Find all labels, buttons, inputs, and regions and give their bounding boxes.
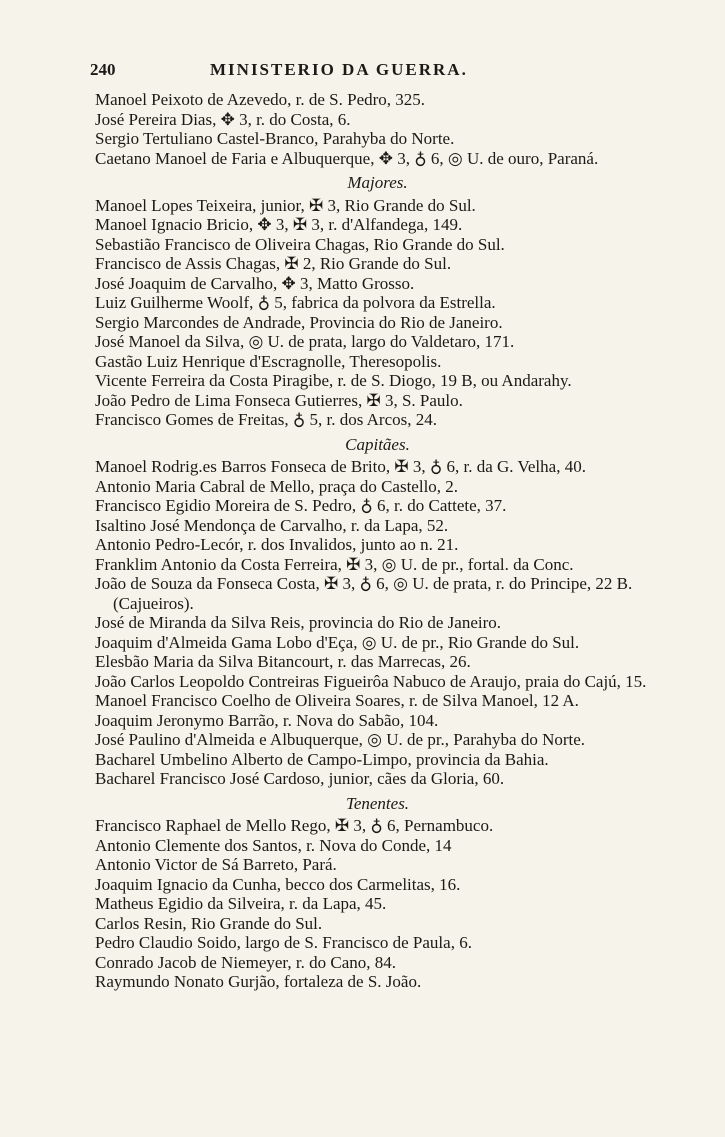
list-entry: Sergio Tertuliano Castel-Branco, Parahyba do Norte. xyxy=(95,129,455,148)
list-entry: Pedro Claudio Soido, largo de S. Francisco de Paula, 6. xyxy=(95,933,472,952)
list-entry: José Pereira Dias, ✥ 3, r. do Costa, 6. xyxy=(95,109,351,129)
list-entry: José Joaquim de Carvalho, ✥ 3, Matto Grosso. xyxy=(95,273,415,293)
section-heading: Capitães. xyxy=(345,434,410,454)
list-entry: Bacharel Umbelino Alberto de Campo-Limpo, provincia da Bahia. xyxy=(95,749,549,769)
list-entry: Antonio Pedro-Lecór, r. dos Invalidos, junto ao n. 21. xyxy=(95,535,459,554)
entries-list xyxy=(95,90,660,992)
list-entry: Carlos Resin, Rio Grande do Sul. xyxy=(95,913,323,933)
list-entry: Gastão Luiz Henrique d'Escragnolle, Theresopolis. xyxy=(95,351,442,371)
list-entry: Manoel Francisco Coelho de Oliveira Soares, r. de Silva Manoel, 12 A. xyxy=(95,691,579,710)
list-entry: Joaquim d'Almeida Gama Lobo d'Eça, ◎ U. de pr., Rio Grande do Sul. xyxy=(95,632,580,652)
list-entry: Raymundo Nonato Gurjão, fortaleza de S. João. xyxy=(95,972,422,991)
list-entry: Francisco Raphael de Mello Rego, ✠ 3, ♁ 6, Pernambuco. xyxy=(95,816,494,835)
page-number: 240 xyxy=(90,60,116,79)
list-entry: Conrado Jacob de Niemeyer, r. do Cano, 84. xyxy=(95,952,396,972)
section-heading: Majores. xyxy=(347,173,408,192)
list-entry: José de Miranda da Silva Reis, provincia do Rio de Janeiro. xyxy=(95,613,502,632)
page-header xyxy=(90,60,526,80)
list-entry: Caetano Manoel de Faria e Albuquerque, ✥ 3, ♁ 6, ◎ U. de ouro, Paraná. xyxy=(95,148,599,168)
list-entry: Manoel Rodrig.es Barros Fonseca de Brito, ✠ 3, ♁ 6, r. da G. Velha, 40. xyxy=(95,457,586,476)
list-entry: Antonio Clemente dos Santos, r. Nova do Conde, 14 xyxy=(95,835,452,855)
list-entry: Manoel Lopes Teixeira, junior, ✠ 3, Rio Grande do Sul. xyxy=(95,195,476,215)
list-entry: José Paulino d'Almeida e Albuquerque, ◎ U. de pr., Parahyba do Norte. xyxy=(95,730,586,749)
list-entry: Sebastião Francisco de Oliveira Chagas, Rio Grande do Sul. xyxy=(95,234,505,254)
list-entry: Joaquim Ignacio da Cunha, becco dos Carmelitas, 16. xyxy=(95,874,461,894)
list-entry: Sergio Marcondes de Andrade, Provincia do Rio de Janeiro. xyxy=(95,312,503,332)
list-entry: Manoel Peixoto de Azevedo, r. de S. Pedro, 325. xyxy=(95,90,426,109)
list-entry: Antonio Victor de Sá Barreto, Pará. xyxy=(95,855,337,874)
list-entry: Luiz Guilherme Woolf, ♁ 5, fabrica da polvora da Estrella. xyxy=(95,293,496,312)
list-entry: Franklim Antonio da Costa Ferreira, ✠ 3, ◎ U. de pr., fortal. da Conc. xyxy=(95,554,574,574)
list-entry: Matheus Egidio da Silveira, r. da Lapa, 45. xyxy=(95,894,387,913)
list-entry: João de Souza da Fonseca Costa, ✠ 3, ♁ 6, ◎ U. de prata, r. do Principe, 22 B. (Cajueiros). xyxy=(95,574,633,613)
list-entry: Bacharel Francisco José Cardoso, junior, cães da Gloria, 60. xyxy=(95,769,505,788)
list-entry: Elesbão Maria da Silva Bitancourt, r. das Marrecas, 26. xyxy=(95,652,471,671)
list-entry: Francisco Egidio Moreira de S. Pedro, ♁ 6, r. do Cattete, 37. xyxy=(95,496,507,515)
list-entry: Isaltino José Mendonça de Carvalho, r. da Lapa, 52. xyxy=(95,515,449,535)
list-entry: Francisco de Assis Chagas, ✠ 2, Rio Grande do Sul. xyxy=(95,254,452,273)
list-entry: João Pedro de Lima Fonseca Gutierres, ✠ 3, S. Paulo. xyxy=(95,390,463,410)
list-entry: José Manoel da Silva, ◎ U. de prata, largo do Valdetaro, 171. xyxy=(95,332,515,351)
list-entry: Manoel Ignacio Bricio, ✥ 3, ✠ 3, r. d'Alfandega, 149. xyxy=(95,215,463,234)
list-entry: Antonio Maria Cabral de Mello, praça do Castello, 2. xyxy=(95,476,459,496)
list-entry: João Carlos Leopoldo Contreiras Figueirôa Nabuco de Araujo, praia do Cajú, 15. xyxy=(95,671,647,691)
page-title: MINISTERIO DA GUERRA. xyxy=(210,60,468,79)
list-entry: Vicente Ferreira da Costa Piragibe, r. de S. Diogo, 19 B, ou Andarahy. xyxy=(95,371,572,390)
list-entry: Joaquim Jeronymo Barrão, r. Nova do Sabão, 104. xyxy=(95,710,439,730)
list-entry: Francisco Gomes de Freitas, ♁ 5, r. dos Arcos, 24. xyxy=(95,410,437,429)
section-heading: Tenentes. xyxy=(345,793,410,813)
